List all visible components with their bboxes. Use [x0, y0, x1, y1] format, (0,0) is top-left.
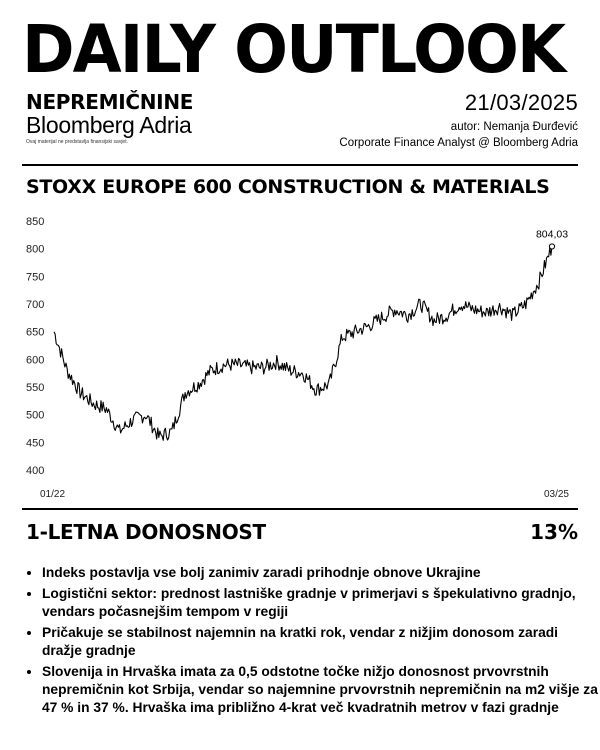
y-tick-label: 650 [26, 326, 45, 339]
brand-name: Bloomberg Adria [26, 112, 192, 138]
y-tick-label: 750 [26, 271, 45, 284]
report-date: 21/03/2025 [464, 90, 578, 115]
header-divider [22, 164, 578, 166]
last-value-marker [549, 244, 554, 249]
y-tick-label: 400 [26, 465, 45, 477]
x-tick-label: 03/25 [543, 489, 569, 500]
disclaimer: Ovaj materijal ne predstavlja finansijski savjet. [26, 139, 128, 145]
y-tick-label: 700 [26, 299, 45, 311]
y-tick-label: 800 [26, 243, 45, 256]
bullet-item: • Slovenija in Hrvaška imata za 0,5 odstotne točke nižjo donosnost prvovrstnih nepremičnin kot Srbija, vendar so najemnine prvovrstnih nepremičnin na m2 višje za 47 % in 37 %. Hrvaška ima približno 4-krat več kvadratnih metrov v fazi gradnje [42, 662, 598, 717]
series-line [54, 246, 552, 440]
y-tick-label: 600 [26, 354, 45, 367]
report-title: DAILY OUTLOOK [22, 11, 565, 88]
bullet-list [22, 563, 598, 719]
return-label: 1-LETNA DONOSNOST [26, 520, 266, 544]
chart-title: STOXX EUROPE 600 CONSTRUCTION & MATERIALS [26, 176, 550, 198]
bullet-item: • Pričakuje se stabilnost najemnin na kratki rok, vendar z nižjim donosom zaradi dražje gradnje [42, 623, 598, 660]
chart-divider [22, 508, 578, 510]
y-tick-label: 500 [26, 409, 45, 422]
author-role: Corporate Finance Analyst @ Bloomberg Adria [339, 137, 578, 149]
bullet-item: • Logistični sektor: prednost lastniške gradnje v primerjavi s špekulativno gradnjo, vendars počasnejšim tempom v regiji [42, 584, 598, 621]
section-title: NEPREMIČNINE [26, 90, 194, 114]
bullet-item: • Indeks postavlja vse bolj zanimiv zaradi prihodnje obnove Ukrajine [42, 563, 598, 582]
y-tick-label: 550 [26, 382, 45, 394]
index-line-chart [0, 205, 600, 500]
last-value-label: 804,03 [535, 228, 569, 241]
return-value: 13% [530, 520, 578, 544]
author: autor: Nemanja Đurđević [450, 121, 578, 133]
x-tick-label: 01/22 [40, 489, 66, 500]
y-tick-label: 850 [26, 216, 45, 228]
y-tick-label: 450 [26, 437, 45, 450]
